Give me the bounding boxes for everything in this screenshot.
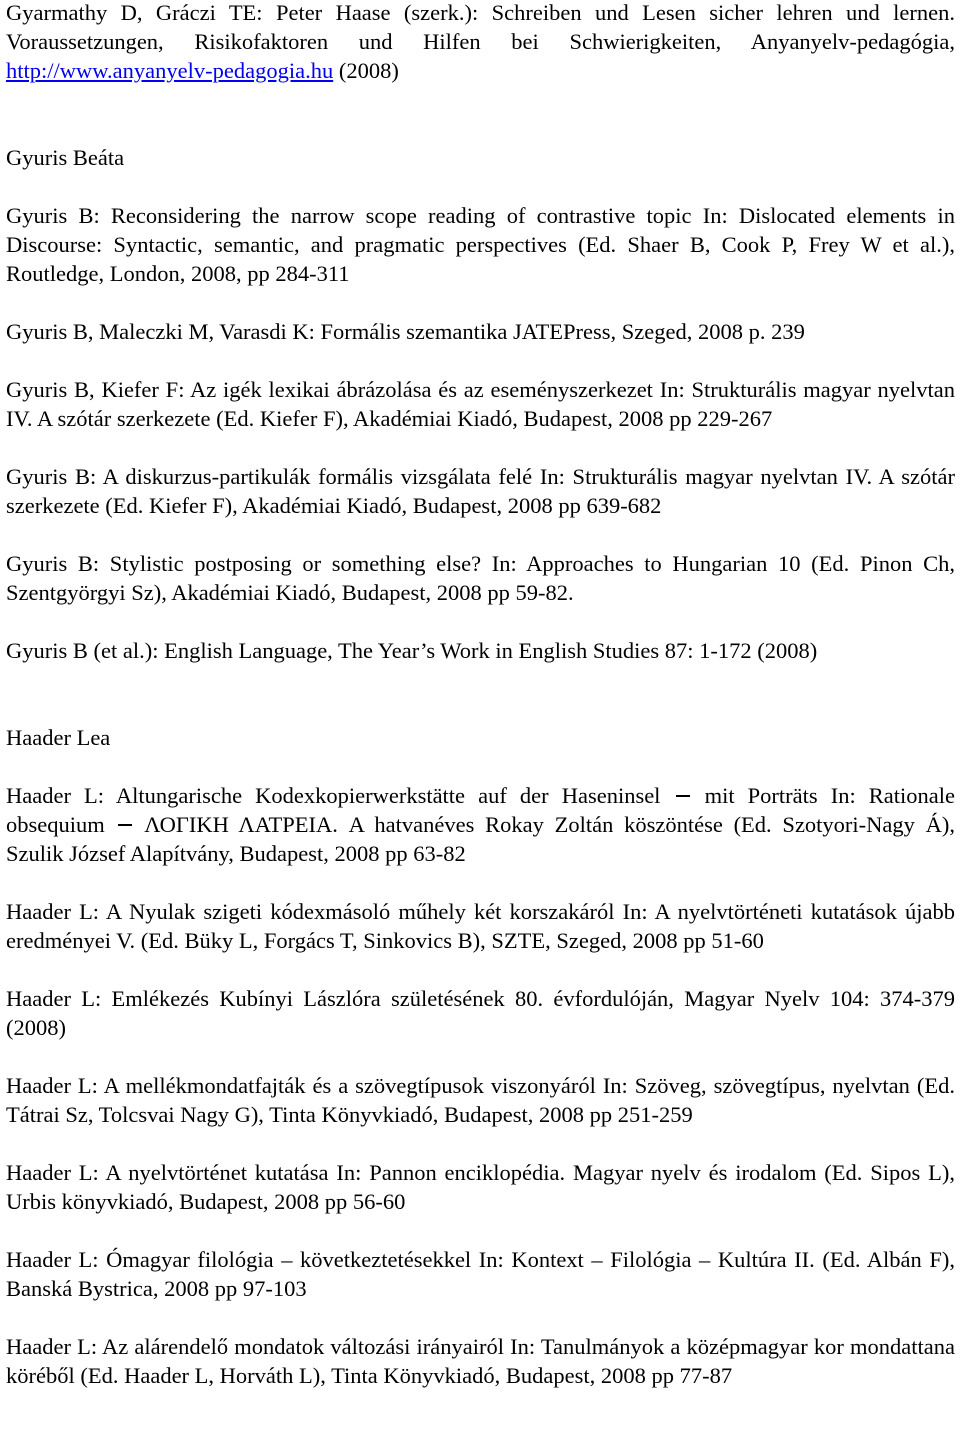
- bibliography-page: [6, 0, 955, 1419]
- entry-year: (2008): [333, 58, 399, 83]
- entry-gyuris-1: Gyuris B: Reconsidering the narrow scope reading of contrastive topic In: Dislocated elements in Discourse: Syntactic, semantic, and pragmatic perspectives (Ed. Shaer B, Cook P, Frey W et al.), Routledge, London, 2008, pp 284-311: [6, 203, 955, 286]
- author-heading-gyuris: Gyuris Beáta: [6, 145, 125, 170]
- entry-gyuris-6: Gyuris B (et al.): English Language, The Year’s Work in English Studies 87: 1-172 (2008): [6, 638, 818, 663]
- entry-haader-5: Haader L: A nyelvtörténet kutatása In: Pannon enciklopédia. Magyar nyelv és irodalom (Ed. Sipos L), Urbis könyvkiadó, Budapest, 2008 pp 56-60: [6, 1160, 955, 1214]
- entry-haader-3: Haader L: Emlékezés Kubínyi Lászlóra születésének 80. évfordulóján, Magyar Nyelv 104: 374-379 (2008): [6, 986, 955, 1040]
- entry-haader-7: Haader L: Az alárendelő mondatok változási irányairól In: Tanulmányok a középmagyar kor mondattana köréből (Ed. Haader L, Horváth L), Tinta Könyvkiadó, Budapest, 2008 pp 77-87: [6, 1334, 955, 1388]
- entry-gyuris-4: Gyuris B: A diskurzus-partikulák formális vizsgálata felé In: Strukturális magyar nyelvtan IV. A szótár szerkezete (Ed. Kiefer F), Akadémiai Kiadó, Budapest, 2008 pp 639-682: [6, 464, 955, 518]
- anyanyelv-pedagogia-link[interactable]: http://www.anyanyelv-pedagogia.hu: [6, 58, 334, 83]
- entry-text-part: Haader L: Altungarische Kodexkopierwerkstätte auf der Haseninsel: [6, 783, 661, 808]
- entry-gyarmathy: [6, 0, 955, 85]
- entry-gyuris-2: Gyuris B, Maleczki M, Varasdi K: Formális szemantika JATEPress, Szeged, 2008 p. 239: [6, 319, 805, 344]
- section-gap: [6, 694, 955, 723]
- entry-haader-2: Haader L: A Nyulak szigeti kódexmásoló műhely két korszakáról In: A nyelvtörténeti kutatások újabb eredményei V. (Ed. Büky L, Forgács T, Sinkovics B), SZTE, Szeged, 2008 pp 51-60: [6, 899, 955, 953]
- entry-text: Gyarmathy D, Gráczi TE: Peter Haase (szerk.): Schreiben und Lesen sicher lehren und lernen. Voraussetzungen, Risikofaktoren und Hilfen bei Schwierigkeiten, Anyanyelv-pedagógia,: [6, 0, 955, 54]
- section-gap: [6, 114, 955, 143]
- em-dash-mark: [676, 795, 690, 797]
- entry-gyuris-3: Gyuris B, Kiefer F: Az igék lexikai ábrázolása és az eseményszerkezet In: Strukturális magyar nyelvtan IV. A szótár szerkezete (Ed. Kiefer F), Akadémiai Kiadó, Budapest, 2008 pp 229-267: [6, 377, 955, 431]
- entry-text-part: mit Porträts In: Rationale obsequium: [6, 783, 956, 837]
- entry-haader-1: [6, 781, 955, 868]
- em-dash-mark: [118, 824, 132, 826]
- entry-text-part: ΛΟΓΙΚΗ ΛΑΤΡΕΙΑ. A hatvanéves Rokay Zoltán köszöntése (Ed. Szotyori-Nagy Á), Szulik József Alapítvány, Budapest, 2008 pp 63-82: [6, 812, 956, 866]
- entry-haader-6: Haader L: Ómagyar filológia – következtetésekkel In: Kontext – Filológia – Kultúra II. (Ed. Albán F), Banská Bystrica, 2008 pp 97-103: [6, 1247, 955, 1301]
- entry-gyuris-5: Gyuris B: Stylistic postposing or something else? In: Approaches to Hungarian 10 (Ed. Pinon Ch, Szentgyörgyi Sz), Akadémiai Kiadó, Budapest, 2008 pp 59-82.: [6, 551, 955, 605]
- entry-haader-4: Haader L: A mellékmondatfajták és a szövegtípusok viszonyáról In: Szöveg, szövegtípus, nyelvtan (Ed. Tátrai Sz, Tolcsvai Nagy G), Tinta Könyvkiadó, Budapest, 2008 pp 251-259: [6, 1073, 955, 1127]
- author-heading-haader: Haader Lea: [6, 725, 111, 750]
